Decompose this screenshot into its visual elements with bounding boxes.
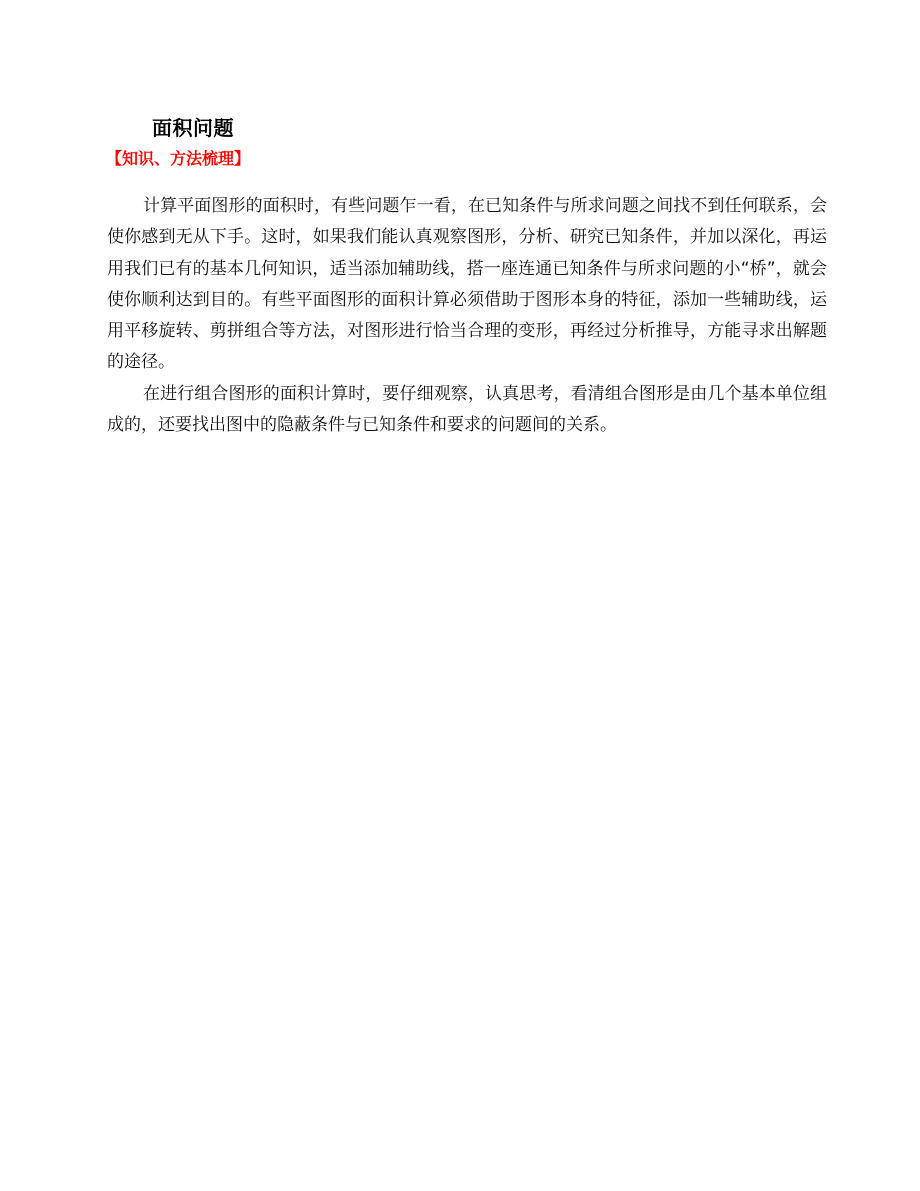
page-title: 面积问题 xyxy=(152,116,234,140)
section-heading: 【知识、方法梳理】 xyxy=(106,149,251,168)
paragraph-2: 在进行组合图形的面积计算时，要仔细观察，认真思考，看清组合图形是由几个基本单位组成的，还要找出图中的隐蔽条件与已知条件和要求的问题间的关系。 xyxy=(107,383,827,436)
paragraph-1: 计算平面图形的面积时，有些问题乍一看，在已知条件与所求问题之间找不到任何联系，会使你感到无从下手。这时，如果我们能认真观察图形，分析、研究已知条件，并加以深化，再运用我们已有的基本几何知识，适当添加辅助线，搭一座连通已知条件与所求问题的小“桥”，就会使你顺利达到目的。有些平面图形的面积计算必须借助于图形本身的特征，添加一些辅助线，运用平移旋转、剪拼组合等方法，对图形进行恰当合理的变形，再经过分析推导，方能寻求出解题的途径。 xyxy=(107,196,827,373)
body-text xyxy=(107,191,827,441)
